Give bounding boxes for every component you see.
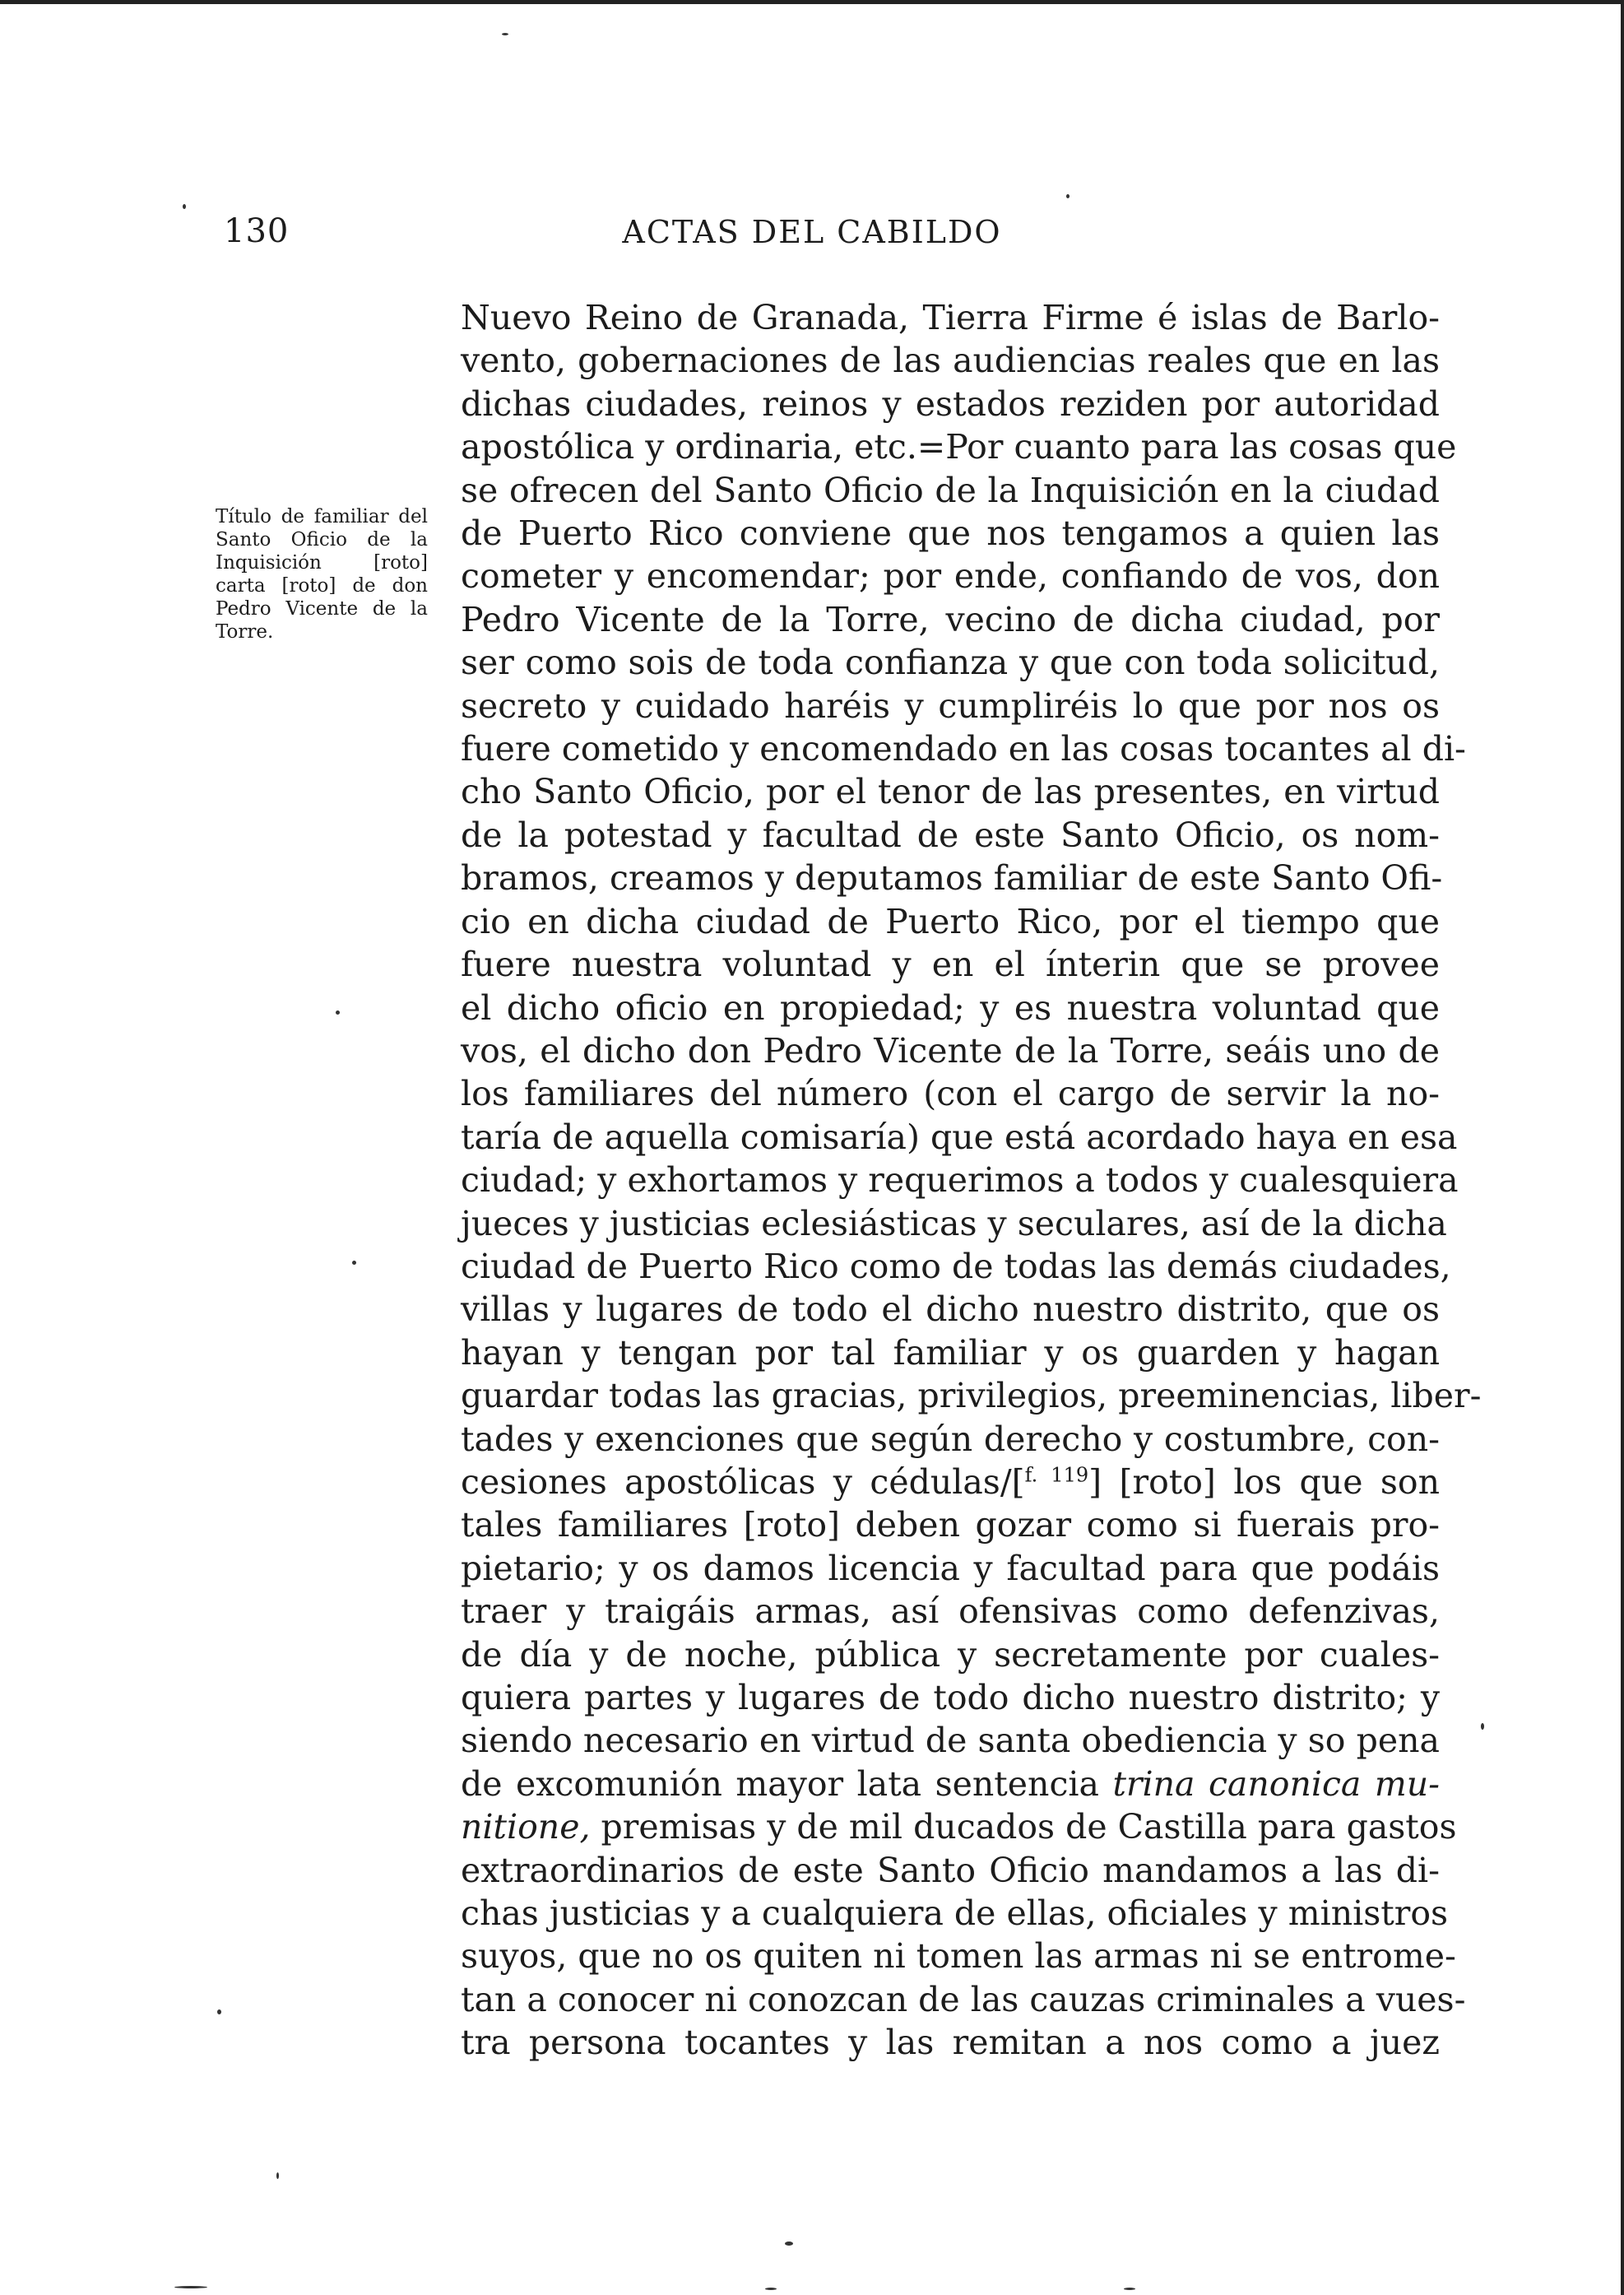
scan-speck bbox=[1481, 1723, 1484, 1730]
text-line: tales familiares [roto] deben gozar como si fuerais pro- bbox=[461, 1505, 1440, 1545]
text-line: jueces y justicias eclesiásticas y seculares, así de la dicha bbox=[461, 1203, 1447, 1243]
text-line: secreto y cuidado haréis y cumpliréis lo que por nos os bbox=[461, 685, 1440, 726]
text-line: cometer y encomendar; por ende, confiando de vos, don bbox=[461, 556, 1440, 597]
text-line: ciudad; y exhortamos y requerimos a todos y cualesquiera bbox=[461, 1160, 1459, 1201]
page-top-edge bbox=[0, 0, 1624, 4]
scan-speck bbox=[174, 2286, 207, 2288]
scan-speck bbox=[765, 2288, 777, 2290]
text-line: el dicho oficio en propiedad; y es nuestra voluntad que bbox=[461, 987, 1440, 1028]
text-line: chas justicias y a cualquiera de ellas, oficiales y ministros bbox=[461, 1893, 1449, 1934]
text-line: de día y de noche, pública y secretamente por cuales- bbox=[461, 1634, 1440, 1675]
text-line: se ofrecen del Santo Oficio de la Inquisición en la ciudad bbox=[461, 470, 1440, 510]
text-line: tra persona tocantes y las remitan a nos como a juez bbox=[461, 2023, 1440, 2063]
line-text: de excomunión mayor lata sentencia bbox=[461, 1763, 1113, 1804]
text-line: ser como sois de toda confianza y que con toda solicitud, bbox=[461, 643, 1440, 683]
text-line: cio en dicha ciudad de Puerto Rico, por el tiempo que bbox=[461, 901, 1440, 941]
text-line: de Puerto Rico conviene que nos tengamos a quien las bbox=[461, 513, 1440, 554]
text-line: vento, gobernaciones de las audiencias reales que en las bbox=[461, 341, 1440, 381]
text-line: de la potestad y facultad de este Santo Oficio, os nom- bbox=[461, 815, 1440, 855]
scan-speck bbox=[276, 2172, 279, 2179]
text-line: extraordinarios de este Santo Oficio mandamos a las di- bbox=[461, 1850, 1440, 1890]
text-line: dichas ciudades, reinos y estados reziden por autoridad bbox=[461, 383, 1440, 424]
page-right-edge bbox=[1621, 0, 1624, 2295]
text-line: suyos, que no os quiten ni tomen las armas ni se entrome- bbox=[461, 1936, 1456, 1977]
running-head: ACTAS DEL CABILDO bbox=[622, 214, 1002, 250]
line-text: ] [roto] los que son bbox=[1088, 1461, 1440, 1502]
scan-speck bbox=[1066, 194, 1070, 198]
text-line-italic bbox=[461, 1763, 1440, 1805]
scan-speck bbox=[183, 204, 186, 209]
text-line-italic bbox=[461, 1805, 1457, 1848]
text-line: bramos, creamos y deputamos familiar de este Santo Ofi- bbox=[461, 858, 1443, 899]
text-line: tan a conocer ni conozcan de las cauzas criminales a vues- bbox=[461, 1979, 1466, 2019]
scan-speck bbox=[217, 2009, 221, 2014]
text-line: Pedro Vicente de la Torre, vecino de dicha ciudad, por bbox=[461, 599, 1440, 639]
page-number: 130 bbox=[224, 212, 290, 250]
text-line: pietario; y os damos licencia y facultad para que podáis bbox=[461, 1548, 1440, 1588]
text-line-folio bbox=[461, 1461, 1440, 1503]
text-line: apostólica y ordinaria, etc.=Por cuanto para las cosas que bbox=[461, 427, 1457, 467]
line-text: premisas y de mil ducados de Castilla para gastos bbox=[590, 1807, 1457, 1847]
scan-speck bbox=[785, 2242, 793, 2246]
text-line: vos, el dicho don Pedro Vicente de la Torre, seáis uno de bbox=[461, 1030, 1440, 1071]
text-line: los familiares del número (con el cargo de servir la no- bbox=[461, 1074, 1440, 1114]
text-line: ciudad de Puerto Rico como de todas las demás ciudades, bbox=[461, 1246, 1451, 1286]
text-line: fuere nuestra voluntad y en el ínterin que se provee bbox=[461, 945, 1440, 985]
line-text: cesiones apostólicas y cédulas/[ bbox=[461, 1461, 1025, 1502]
text-line: hayan y tengan por tal familiar y os guarden y hagan bbox=[461, 1332, 1440, 1373]
text-line: villas y lugares de todo el dicho nuestro distrito, que os bbox=[461, 1289, 1440, 1330]
text-line: cho Santo Oficio, por el tenor de las presentes, en virtud bbox=[461, 772, 1440, 812]
text-line: tades y exenciones que según derecho y costumbre, con- bbox=[461, 1419, 1440, 1459]
folio-marker: f. 119 bbox=[1024, 1463, 1089, 1487]
text-line: siendo necesario en virtud de santa obediencia y so pena bbox=[461, 1721, 1440, 1761]
scan-speck bbox=[1124, 2288, 1135, 2290]
scan-speck bbox=[352, 1261, 356, 1265]
text-line: traer y traigáis armas, así ofensivas como defenzivas, bbox=[461, 1591, 1440, 1632]
body-text bbox=[461, 296, 1482, 2065]
scan-speck bbox=[502, 33, 508, 35]
text-line: Nuevo Reino de Granada, Tierra Firme é islas de Barlo- bbox=[461, 298, 1440, 337]
latin-phrase: nitione, bbox=[461, 1807, 591, 1847]
text-line: fuere cometido y encomendado en las cosas tocantes al di- bbox=[461, 729, 1466, 769]
text-line: quiera partes y lugares de todo dicho nuestro distrito; y bbox=[461, 1678, 1440, 1717]
scan-speck bbox=[336, 1010, 340, 1015]
text-line: guardar todas las gracias, privilegios, preeminencias, liber- bbox=[461, 1376, 1482, 1416]
latin-phrase: trina canonica mu- bbox=[1112, 1763, 1440, 1804]
marginal-note: Título de familiar del Santo Oficio de la Inquisición [roto] carta [roto] de don Pedro Vicente de la Torre. bbox=[216, 506, 428, 643]
text-line: taría de aquella comisaría) que está acordado haya en esa bbox=[461, 1117, 1458, 1157]
